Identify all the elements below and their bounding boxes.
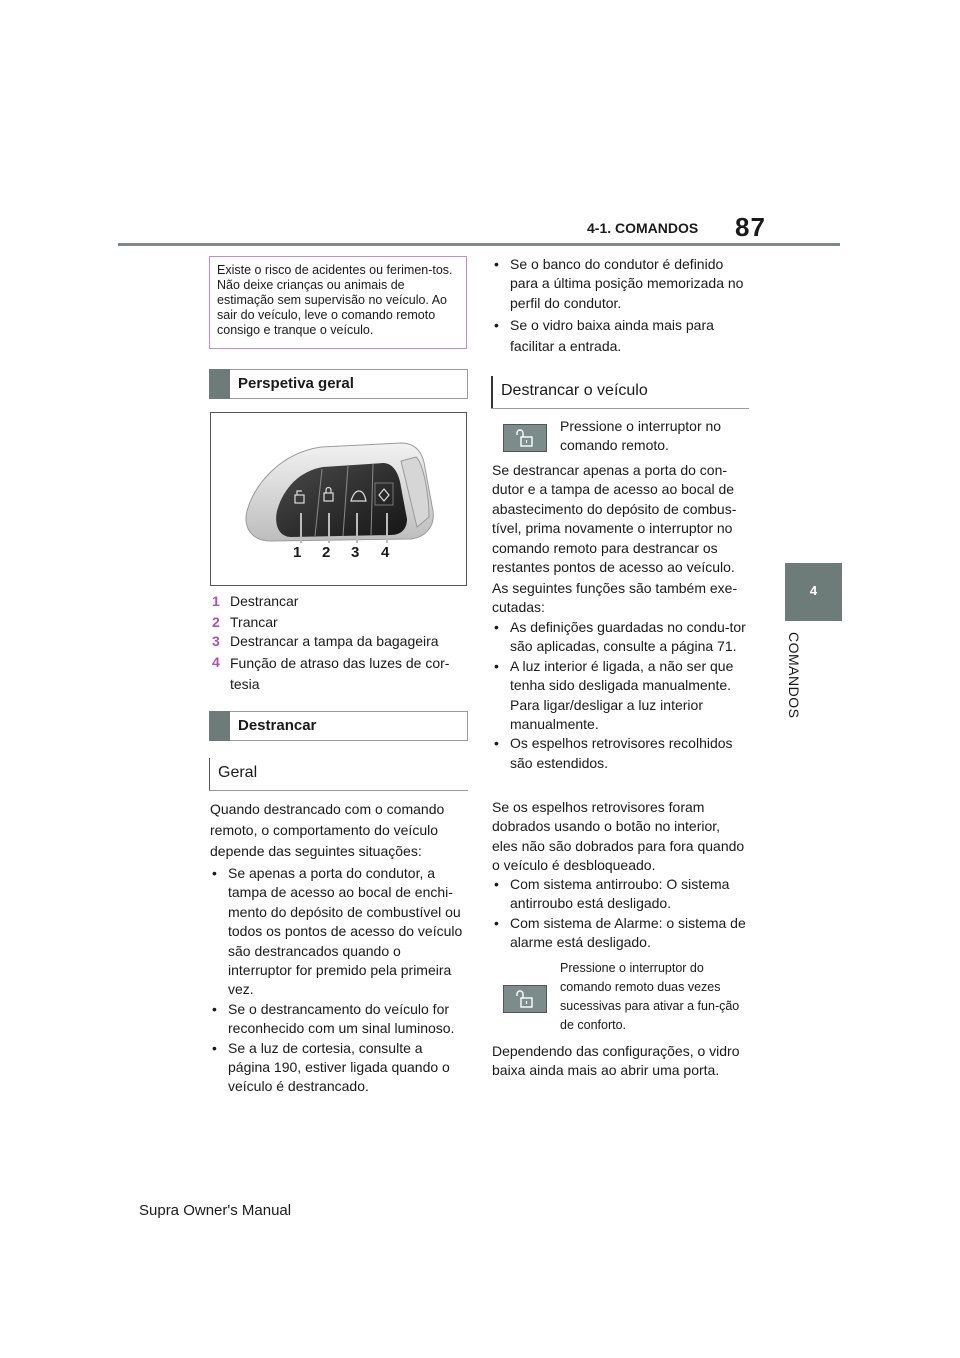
unlock-vehicle-heading: Destrancar o veículo [491, 376, 749, 408]
unlock-heading-text: Destrancar [238, 717, 317, 734]
overview-heading [209, 369, 468, 399]
legend-item: 1 Destrancar [212, 593, 299, 609]
warning-box: Existe o risco de acidentes ou ferimen-tos. Não deixe crianças ou animais de estimação sem supervisão no veículo. Ao sair do veículo, leve o comando remoto consigo e tranque o veículo. [209, 256, 467, 349]
footer-manual-title: Supra Owner's Manual [139, 1202, 292, 1219]
press-twice-text: Pressione o interruptor do comando remoto duas vezes sucessivas para ativar a fun-ção de conforto. [560, 961, 740, 1032]
callout-1: 1 [293, 544, 302, 561]
unlock-button-icon-2 [503, 985, 547, 1013]
unlock-paragraph-2: As seguintes funções são também exe-cutadas: [492, 580, 738, 616]
callout-4: 4 [381, 544, 390, 561]
overview-heading-text: Perspetiva geral [238, 375, 354, 392]
figure-legend [212, 592, 467, 695]
general-subheading: Geral [209, 758, 468, 790]
callout-3: 3 [351, 544, 360, 561]
unlock-vehicle-rule [491, 408, 749, 409]
list-item: • Se o banco do condutor é definido para a última posição memorizada no perfil do condutor. [492, 255, 744, 313]
list-item: • Se a luz de cortesia, consulte a página 190, estiver ligada quando o veículo é destrancado. [210, 1039, 468, 1097]
key-fob-illustration [211, 413, 466, 585]
legend-item: 3 Destrancar a tampa da bagageira [212, 633, 439, 649]
unlock-conditions-list [210, 864, 468, 1097]
general-subheading-rule [209, 790, 468, 791]
unlock-paragraph-3: Se os espelhos retrovisores foram dobrados usando o botão no interior, eles não são dobrados para fora quando o veículo é desbloqueado. [492, 799, 745, 874]
list-item: • Se apenas a porta do condutor, a tampa de acesso ao bocal de enchi-mento do depósito de combustível ou todos os pontos de acesso do veículo são destrancados quando o interruptor for premido pela primeira vez. [210, 864, 468, 1000]
system-list [492, 875, 746, 953]
driver-profile-list [492, 255, 744, 357]
legend-item: 2 Trancar [212, 614, 278, 630]
chapter-tab-number: 4 [809, 583, 818, 598]
section-title: 4-1. COMANDOS [587, 220, 699, 236]
page-number: 87 [735, 212, 766, 242]
executed-functions-list [492, 618, 746, 773]
list-item: • Com sistema antirroubo: O sistema antirroubo está desligado. [492, 875, 746, 914]
list-item: • Os espelhos retrovisores recolhidos são estendidos. [492, 734, 746, 773]
list-item: • A luz interior é ligada, a não ser que tenha sido desligada manualmente. Para ligar/desligar a luz interior manualmente. [492, 657, 746, 735]
list-item: • Se o destrancamento do veículo for reconhecido com um sinal luminoso. [210, 1000, 468, 1039]
unlock-intro: Quando destrancado com o comando remoto, o comportamento do veículo depende das seguintes situações: [210, 801, 445, 859]
unlock-heading [209, 711, 468, 741]
list-item: • As definições guardadas no condu-tor são aplicadas, consulte a página 71. [492, 618, 746, 657]
callout-2: 2 [322, 544, 331, 561]
key-fob-figure [210, 412, 467, 586]
unlock-paragraph-1: Se destrancar apenas a porta do con-dutor e a tampa de acesso ao bocal de abastecimento do depósito de combus-tível, prima novamente o interruptor no comando remoto para destrancar os restantes pontos de acesso ao veículo. [492, 462, 737, 576]
unlock-button-icon [503, 424, 547, 452]
legend-item: 4 Função de atraso das luzes de cor-tesia [212, 654, 450, 692]
unlock-paragraph-4: Dependendo das configurações, o vidro baixa ainda mais ao abrir uma porta. [492, 1043, 740, 1079]
list-item: • Se o vidro baixa ainda mais para facilitar a entrada. [492, 315, 744, 357]
list-item: • Com sistema de Alarme: o sistema de alarme está desligado. [492, 914, 746, 953]
press-remote-text: Pressione o interruptor no comando remoto. [560, 418, 722, 454]
header-rule [118, 243, 840, 246]
chapter-side-label: COMANDOS [786, 632, 802, 719]
